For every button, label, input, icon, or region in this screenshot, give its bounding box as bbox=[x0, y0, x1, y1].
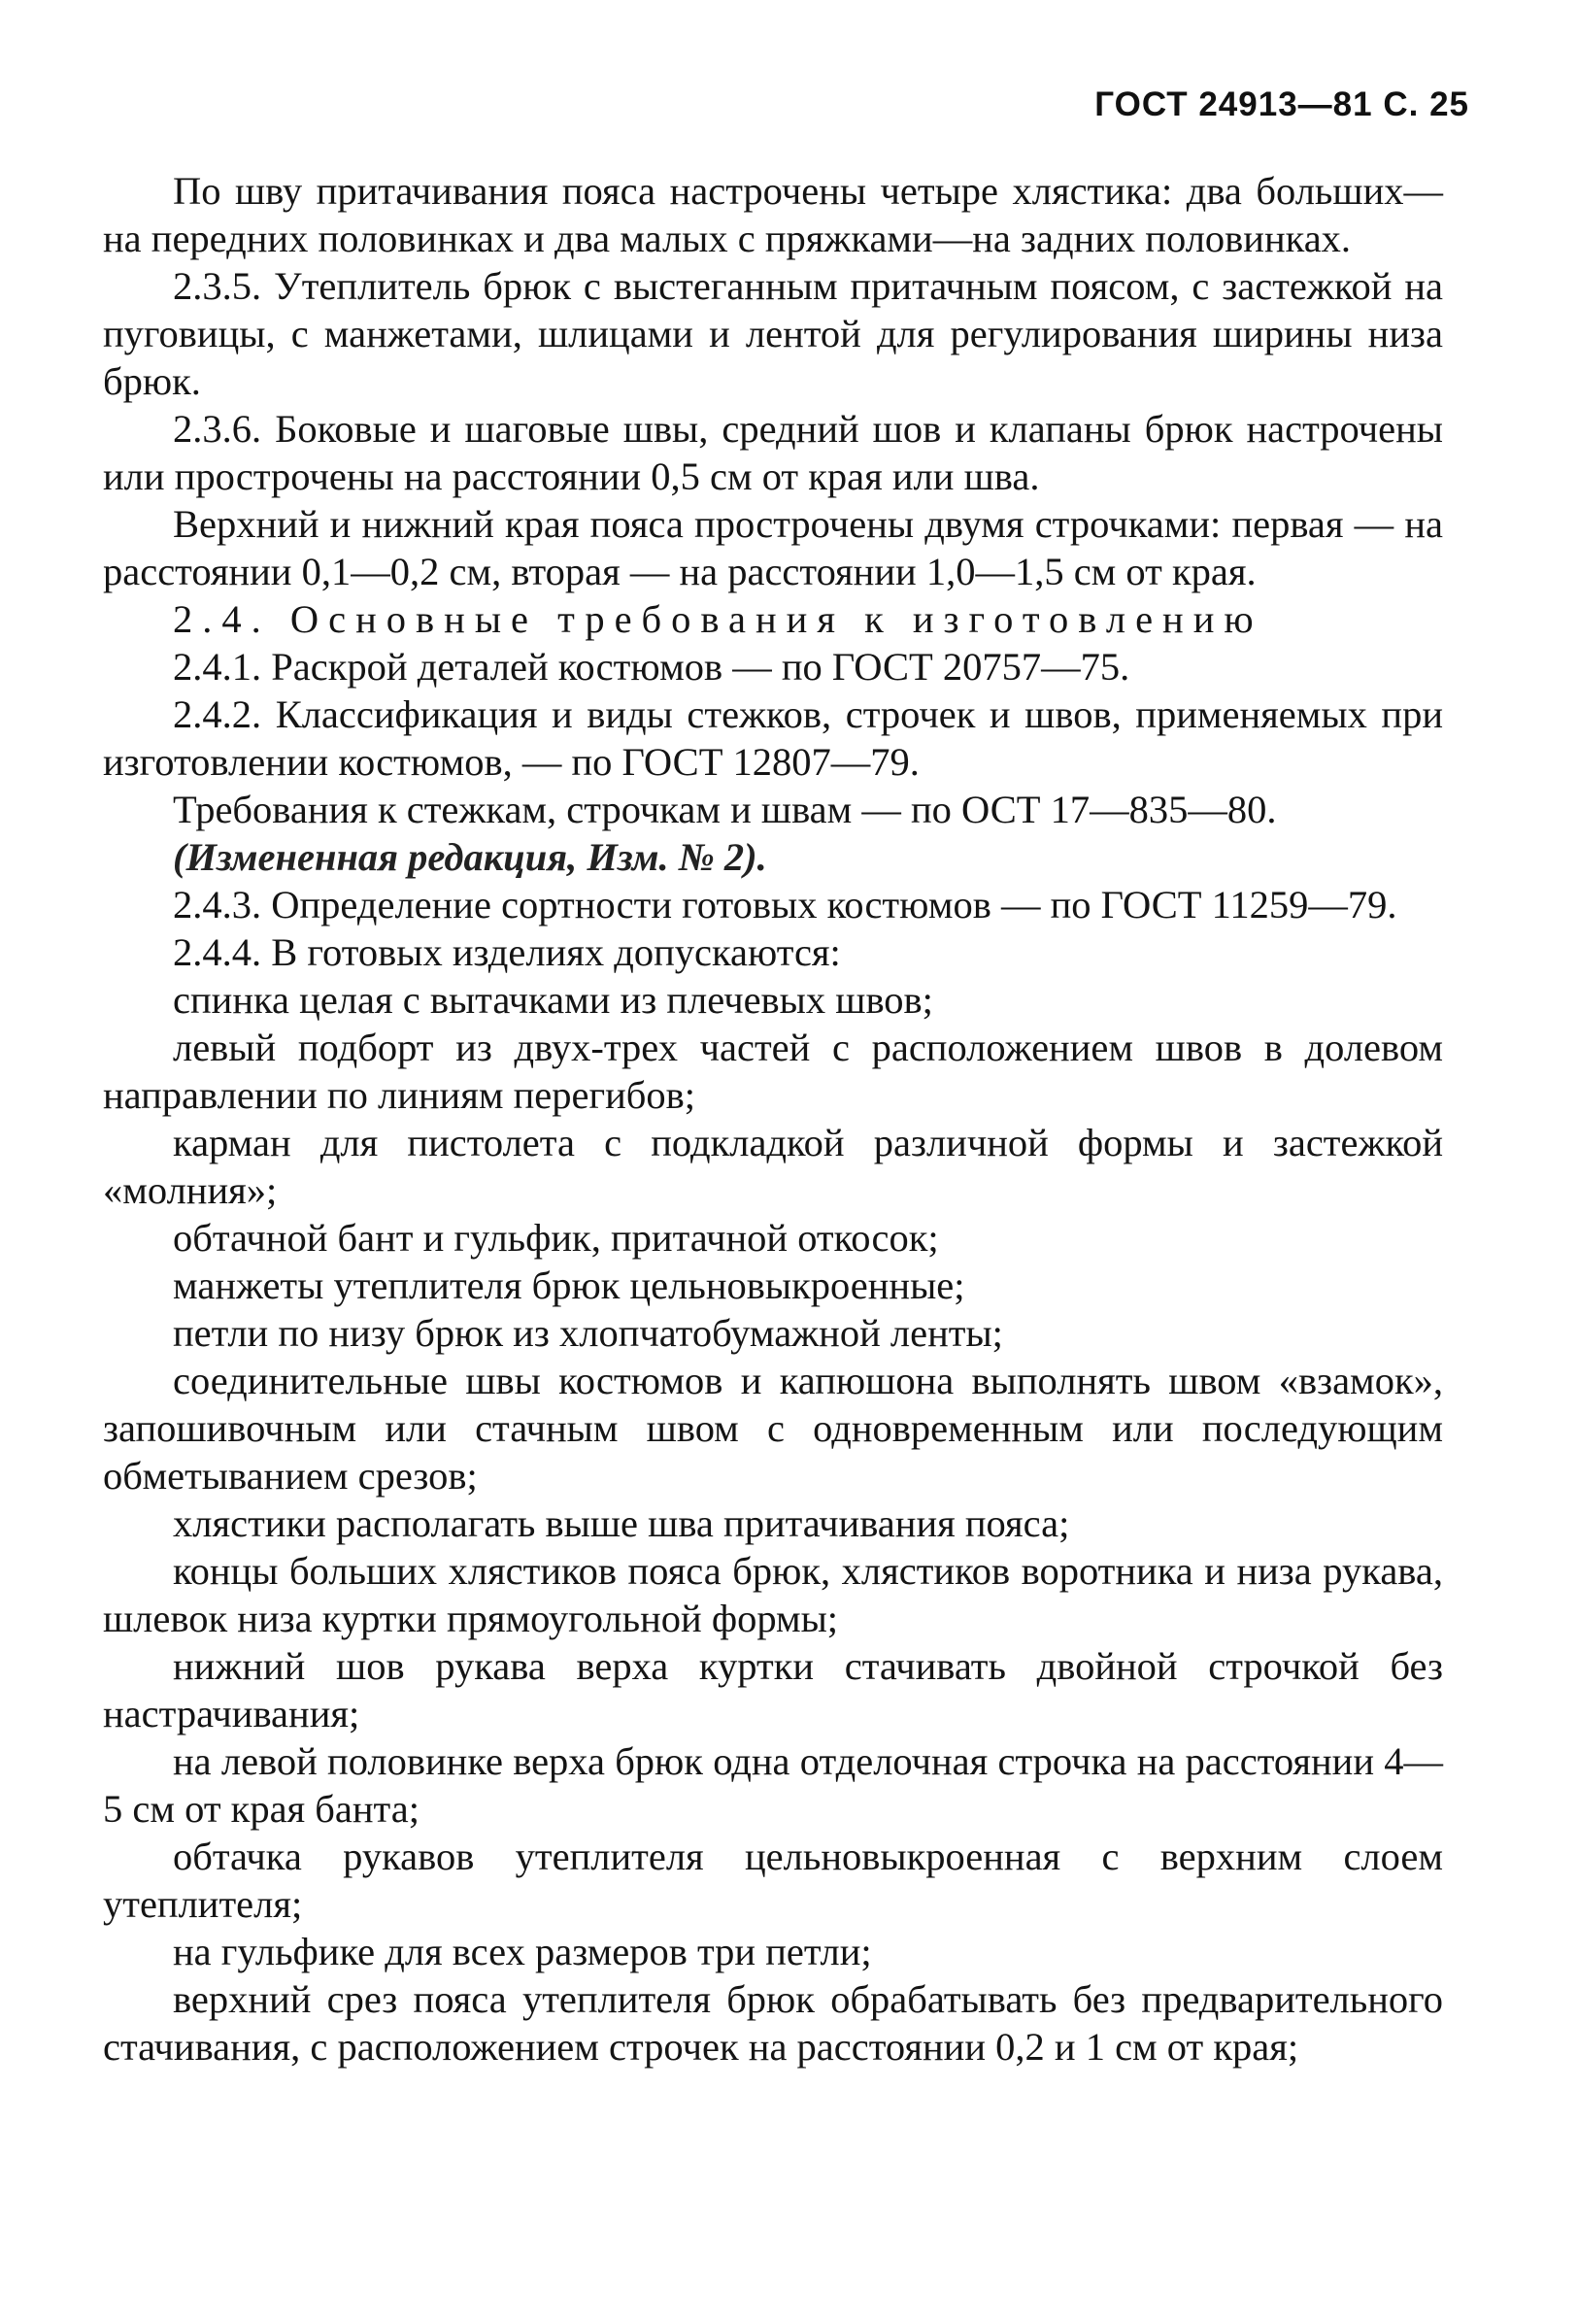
list-item: на гульфике для всех размеров три петли; bbox=[173, 1930, 872, 1973]
page-header bbox=[1094, 85, 1469, 124]
list-item: карман для пистолета с подкладкой различной формы и застежкой «молния»; bbox=[103, 1121, 1443, 1212]
page-number: С. 25 bbox=[1383, 85, 1469, 123]
list-item: нижний шов рукава верха куртки стачивать двойной строчкой без настрачивания; bbox=[103, 1644, 1443, 1735]
paragraph: Требования к стежкам, строчкам и швам — по ОСТ 17—835—80. bbox=[173, 788, 1277, 831]
list-item: обтачка рукавов утеплителя цельновыкроенная с верхним слоем утеплителя; bbox=[103, 1835, 1443, 1926]
list-item: левый подборт из двух-трех частей с расположением швов в долевом направлении по линиям перегибов; bbox=[103, 1026, 1443, 1117]
list-item: петли по низу брюк из хлопчатобумажной ленты; bbox=[173, 1311, 1003, 1355]
document-body bbox=[103, 167, 1443, 2071]
paragraph: 2.3.5. Утеплитель брюк с выстеганным притачным поясом, с застежкой на пуговицы, с манжетами, шлицами и лентой для регулирования ширины низа брюк. bbox=[103, 264, 1443, 403]
list-item: соединительные швы костюмов и капюшона выполнять швом «взамок», запошивочным или стачным швом с одновременным или последующим обметыванием срезов; bbox=[103, 1359, 1443, 1498]
section-heading: 2.4. Основные требования к изготовлению bbox=[173, 597, 1263, 641]
standard-number: ГОСТ 24913—81 bbox=[1094, 85, 1373, 123]
paragraph: Верхний и нижний края пояса прострочены двумя строчками: первая — на расстоянии 0,1—0,2 см, вторая — на расстоянии 1,0—1,5 см от края. bbox=[103, 502, 1443, 593]
paragraph: 2.3.6. Боковые и шаговые швы, средний шов и клапаны брюк настрочены или прострочены на расстоянии 0,5 см от края или шва. bbox=[103, 407, 1443, 498]
amendment-note: (Измененная редакция, Изм. № 2). bbox=[173, 835, 767, 879]
list-item: спинка целая с вытачками из плечевых швов; bbox=[173, 978, 933, 1022]
paragraph: 2.4.4. В готовых изделиях допускаются: bbox=[173, 930, 841, 974]
list-item: на левой половинке верха брюк одна отделочная строчка на расстоянии 4—5 см от края банта; bbox=[103, 1739, 1443, 1831]
paragraph: По шву притачивания пояса настрочены четыре хлястика: два больших—на передних половинках и два малых с пряжками—на задних половинках. bbox=[103, 169, 1443, 260]
paragraph: 2.4.2. Классификация и виды стежков, строчек и швов, применяемых при изготовлении костюмов, — по ГОСТ 12807—79. bbox=[103, 692, 1443, 784]
paragraph: 2.4.3. Определение сортности готовых костюмов — по ГОСТ 11259—79. bbox=[173, 883, 1397, 926]
list-item: концы больших хлястиков пояса брюк, хлястиков воротника и низа рукава, шлевок низа куртки прямоугольной формы; bbox=[103, 1549, 1443, 1640]
paragraph: 2.4.1. Раскрой деталей костюмов — по ГОСТ 20757—75. bbox=[173, 645, 1130, 689]
list-item: манжеты утеплителя брюк цельновыкроенные; bbox=[173, 1263, 965, 1307]
list-item: обтачной бант и гульфик, притачной откосок; bbox=[173, 1216, 939, 1260]
list-item: верхний срез пояса утеплителя брюк обрабатывать без предварительного стачивания, с расположением строчек на расстоянии 0,2 и 1 см от края; bbox=[103, 1977, 1443, 2069]
list-item: хлястики располагать выше шва притачивания пояса; bbox=[173, 1501, 1070, 1545]
